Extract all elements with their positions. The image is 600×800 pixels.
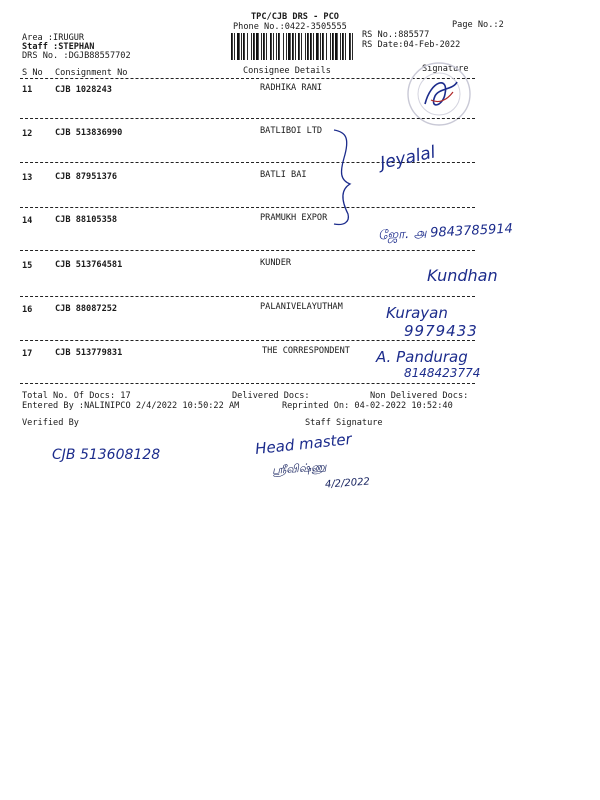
bracket-mark <box>330 128 360 228</box>
row-divider <box>20 118 475 119</box>
row-16-signature-name: Kurayan <box>386 304 448 322</box>
row-15-signature: Kundhan <box>427 266 498 285</box>
staff-signature-label: Staff Signature <box>305 418 383 428</box>
phone-number: Phone No.:0422-3505555 <box>233 22 347 32</box>
drs-number: DRS No. :DGJB88557702 <box>22 51 131 61</box>
row-16-sno: 16 <box>22 305 33 315</box>
verified-by-label: Verified By <box>22 418 79 428</box>
page-number: Page No.:2 <box>452 20 504 30</box>
row-divider <box>20 296 475 297</box>
delivered-docs: Delivered Docs: <box>232 391 310 401</box>
row-17-consignee: THE CORRESPONDENT <box>262 346 350 356</box>
staff-label: Staff :STEPHAN <box>22 42 95 52</box>
col-signature: Signature <box>422 64 469 74</box>
signature-date: 4/2/2022 <box>324 476 371 491</box>
col-sno: S No <box>22 68 43 78</box>
row-16-consignee: PALANIVELAYUTHAM <box>260 302 343 312</box>
head-master-signature: Head master <box>254 429 353 459</box>
tamil-signature: ஸ்ரீவிஷ்ணு <box>271 460 327 477</box>
row-11-sno: 11 <box>22 85 33 95</box>
row-17-sno: 17 <box>22 349 33 359</box>
row-divider <box>20 250 475 251</box>
row-14-signature: ஜோ. ௮ 9843785914 <box>377 221 514 244</box>
row-17-signature-number: 8148423774 <box>404 366 481 380</box>
row-14-sno: 14 <box>22 216 33 226</box>
rs-date: RS Date:04-Feb-2022 <box>362 40 461 50</box>
non-delivered-docs: Non Delivered Docs: <box>370 391 469 401</box>
row-12-sno: 12 <box>22 129 33 139</box>
row-12-consignment: CJB 513836990 <box>55 128 123 138</box>
total-docs: Total No. Of Docs: 17 <box>22 391 131 401</box>
rs-number: RS No.:885577 <box>362 30 430 40</box>
area-label: Area :IRUGUR <box>22 33 85 43</box>
row-divider <box>20 207 475 208</box>
col-consignee: Consignee Details <box>243 66 331 76</box>
row-15-consignee: KUNDER <box>260 258 292 268</box>
row-13-signature: Jeyalal <box>378 142 438 174</box>
row-16-consignment: CJB 88087252 <box>55 304 118 314</box>
row-divider <box>20 340 475 341</box>
row-11-consignment: CJB 1028243 <box>55 85 112 95</box>
row-15-sno: 15 <box>22 261 33 271</box>
row-11-consignee: RADHIKA RANI <box>260 83 323 93</box>
entered-by: Entered By :NALINIPCO 2/4/2022 10:50:22 AM <box>22 401 240 411</box>
row-14-consignment: CJB 88105358 <box>55 215 118 225</box>
row-13-consignee: BATLI BAI <box>260 170 307 180</box>
col-consignment: Consignment No <box>55 68 128 78</box>
barcode <box>230 33 355 60</box>
reprinted-on: Reprinted On: 04-02-2022 10:52:40 <box>282 401 453 411</box>
row-15-consignment: CJB 513764581 <box>55 260 123 270</box>
row-14-consignee: PRAMUKH EXPOR <box>260 213 328 223</box>
row-13-sno: 13 <box>22 173 33 183</box>
row-17-consignment: CJB 513779831 <box>55 348 123 358</box>
doc-title: TPC/CJB DRS - PCO <box>251 12 339 22</box>
verified-signature: CJB 513608128 <box>52 447 161 463</box>
row-16-signature-number: 9979433 <box>404 322 478 340</box>
row-12-consignee: BATLIBOI LTD <box>260 126 323 136</box>
row-divider <box>20 383 475 384</box>
row-13-consignment: CJB 87951376 <box>55 172 118 182</box>
row-17-signature-name: A. Pandurag <box>376 348 468 366</box>
